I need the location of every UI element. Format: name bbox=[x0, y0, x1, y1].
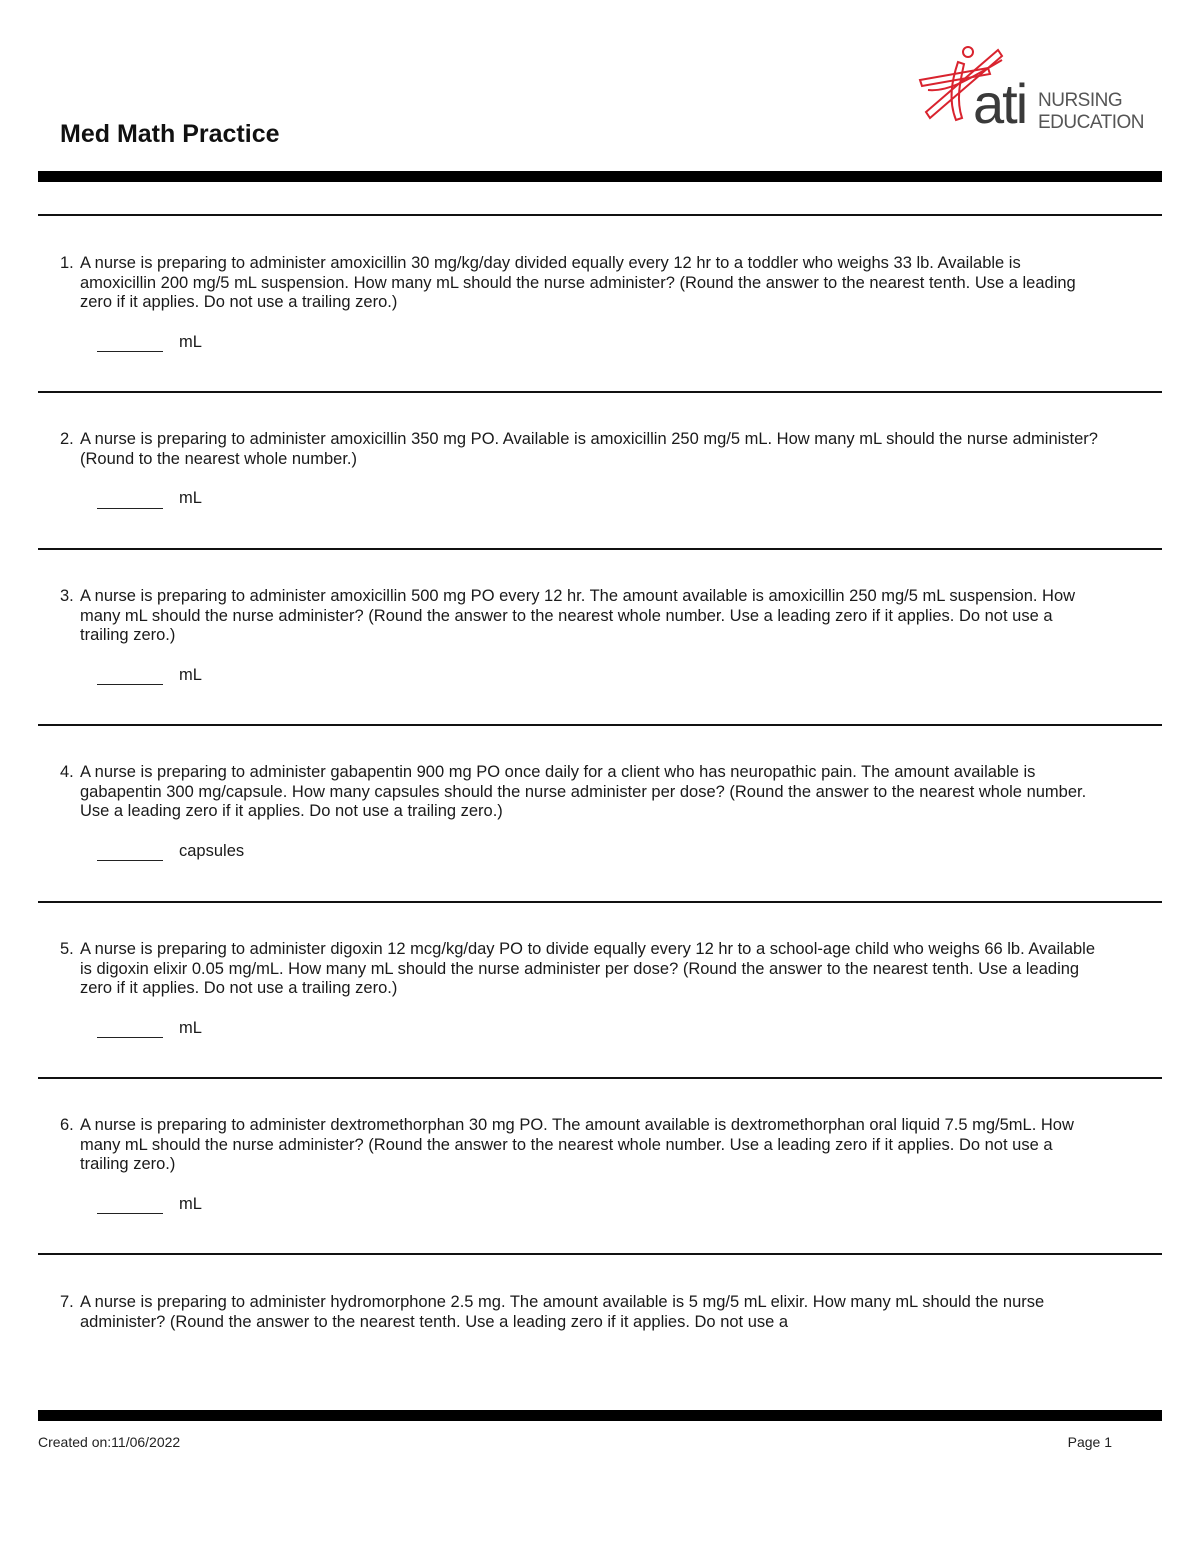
ati-logo bbox=[918, 40, 1148, 140]
question-text: A nurse is preparing to administer dextromethorphan 30 mg PO. The amount available is dextromethorphan oral liquid 7.5 mg/5mL. How many mL should the nurse administer? (Round the answer to the nearest whole number. Use a leading zero if it applies. Do not use a trailing zero.) bbox=[80, 1116, 1074, 1173]
answer-unit: mL bbox=[179, 489, 202, 507]
answer-row bbox=[97, 489, 1100, 509]
answer-blank[interactable] bbox=[97, 1023, 163, 1038]
question-number: 2. bbox=[60, 430, 74, 448]
question-divider bbox=[38, 391, 1162, 393]
question-text: A nurse is preparing to administer amoxicillin 350 mg PO. Available is amoxicillin 250 mg/5 mL. How many mL should the nurse administer? (Round to the nearest whole number.) bbox=[80, 430, 1098, 468]
page-number: Page 1 bbox=[1067, 1434, 1112, 1450]
question-number: 1. bbox=[60, 254, 74, 272]
question-text: A nurse is preparing to administer amoxicillin 30 mg/kg/day divided equally every 12 hr to a toddler who weighs 33 lb. Available is amoxicillin 200 mg/5 mL suspension. How many mL should the nurse administer? (Round the answer to the nearest tenth. Use a leading zero if it applies. Do not use a trailing zero.) bbox=[80, 254, 1076, 311]
question-text: A nurse is preparing to administer digoxin 12 mcg/kg/day PO to divide equally every 12 hr to a school-age child who weighs 66 lb. Available is digoxin elixir 0.05 mg/mL. How many mL should the nurse administer per dose? (Round the answer to the nearest tenth. Use a leading zero if it applies. Do not use a trailing zero.) bbox=[80, 940, 1096, 997]
answer-blank[interactable] bbox=[97, 337, 163, 352]
created-date: Created on:11/06/2022 bbox=[38, 1434, 181, 1450]
footer-divider bbox=[38, 1410, 1162, 1421]
logo-line-nursing: NURSING bbox=[1038, 90, 1123, 111]
question-number: 3. bbox=[60, 587, 74, 605]
question-text: A nurse is preparing to administer gabapentin 900 mg PO once daily for a client who has neuropathic pain. The amount available is gabapentin 300 mg/capsule. How many capsules should the nurse administer per dose? (Round the answer to the nearest whole number. Use a leading zero if it applies. Do not use a trailing zero.) bbox=[80, 763, 1087, 820]
answer-blank[interactable] bbox=[97, 494, 163, 509]
question-6 bbox=[60, 1116, 1100, 1214]
question-number: 6. bbox=[60, 1116, 74, 1134]
question-number: 7. bbox=[60, 1293, 74, 1311]
logo-line-education: EDUCATION bbox=[1038, 112, 1144, 133]
question-3 bbox=[60, 587, 1100, 685]
section-divider bbox=[38, 214, 1162, 216]
answer-row bbox=[97, 842, 1100, 862]
question-number: 4. bbox=[60, 763, 74, 781]
question-text: A nurse is preparing to administer hydromorphone 2.5 mg. The amount available is 5 mg/5 mL elixir. How many mL should the nurse administer? (Round the answer to the nearest tenth. Use a leading zero if it applies. Do not use a bbox=[80, 1293, 1045, 1331]
answer-row bbox=[97, 666, 1100, 686]
answer-blank[interactable] bbox=[97, 846, 163, 861]
question-number: 5. bbox=[60, 940, 74, 958]
logo-mark: ati bbox=[973, 72, 1027, 135]
answer-unit: mL bbox=[179, 665, 202, 684]
answer-row bbox=[97, 1195, 1100, 1215]
question-1 bbox=[60, 254, 1100, 352]
answer-row bbox=[97, 333, 1100, 353]
question-7 bbox=[60, 1293, 1100, 1332]
question-divider bbox=[38, 901, 1162, 903]
answer-unit: mL bbox=[179, 1018, 202, 1037]
header-divider bbox=[38, 171, 1162, 182]
question-divider bbox=[38, 548, 1162, 550]
question-divider bbox=[38, 724, 1162, 726]
answer-blank[interactable] bbox=[97, 670, 163, 685]
answer-blank[interactable] bbox=[97, 1199, 163, 1214]
answer-row bbox=[97, 1019, 1100, 1039]
answer-unit: mL bbox=[179, 1194, 202, 1213]
question-divider bbox=[38, 1253, 1162, 1255]
question-2 bbox=[60, 430, 1100, 509]
answer-unit: mL bbox=[179, 332, 202, 351]
question-5 bbox=[60, 940, 1100, 1038]
answer-unit: capsules bbox=[179, 841, 245, 860]
question-text: A nurse is preparing to administer amoxicillin 500 mg PO every 12 hr. The amount available is amoxicillin 250 mg/5 mL suspension. How many mL should the nurse administer? (Round the answer to the nearest whole number. Use a leading zero if it applies. Do not use a trailing zero.) bbox=[80, 587, 1076, 644]
question-divider bbox=[38, 1077, 1162, 1079]
question-4 bbox=[60, 763, 1100, 861]
page-title: Med Math Practice bbox=[60, 120, 280, 148]
